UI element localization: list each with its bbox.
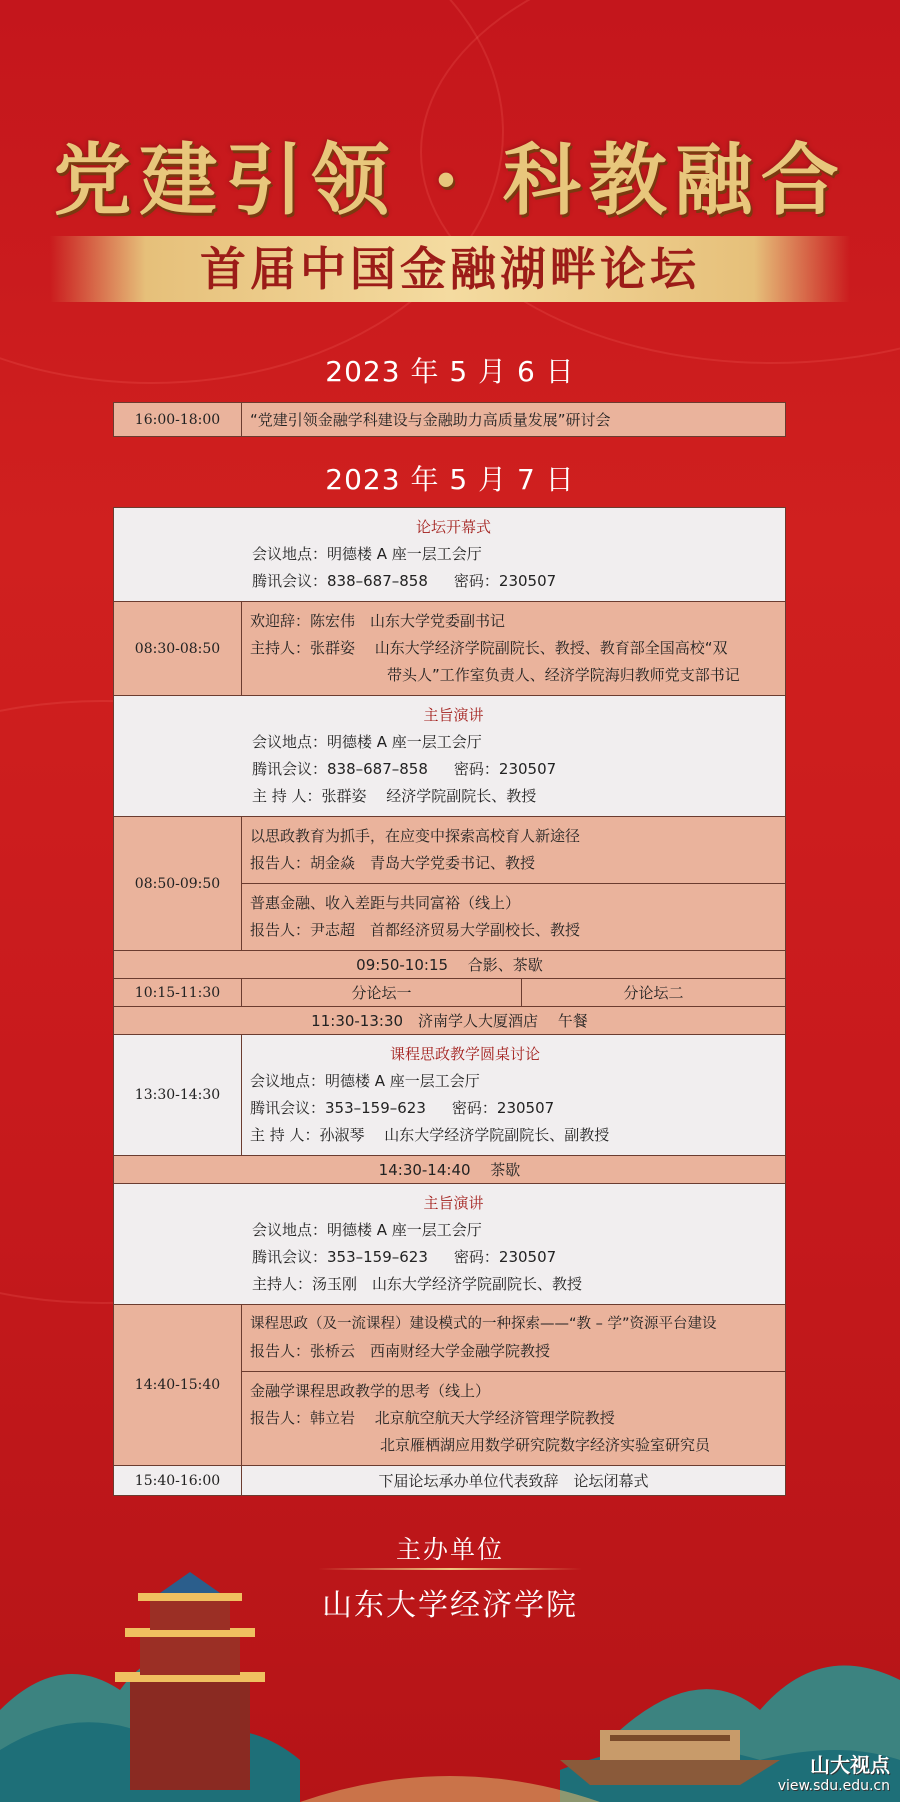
table-row [114, 1007, 786, 1035]
table-row [114, 979, 786, 1007]
day1-date: 2023 年 5 月 6 日 [325, 355, 575, 388]
section-title: 课程思政教学圆桌讨论 [390, 1045, 541, 1063]
meeting-line [122, 756, 785, 783]
event-cell [242, 1372, 786, 1466]
subtitle-banner [50, 236, 850, 302]
day1-schedule [113, 402, 786, 437]
organizer-label: 主办单位 [395, 1535, 504, 1564]
meeting-id: 腾讯会议：353–159–623 [250, 1099, 426, 1117]
venue-text: 会议地点：明德楼 A 座一层工会厅 [252, 733, 482, 751]
host-text: 主持人：张群姿 山东大学经济学院副院长、教授、教育部全国高校“双 [250, 639, 728, 657]
table-row [114, 1156, 786, 1184]
opening-block [114, 508, 786, 602]
meeting-id: 腾讯会议：353–159–623 [252, 1248, 428, 1266]
organizer-name: 山东大学经济学院 [322, 1588, 578, 1623]
table-row [114, 1184, 786, 1305]
meeting-line [122, 1244, 785, 1271]
event-cell: “党建引领金融学科建设与金融助力高质量发展”研讨会 [242, 403, 786, 437]
tower-icon [115, 1572, 265, 1790]
time-cell: 08:30-08:50 [114, 602, 242, 696]
table-row [114, 602, 786, 696]
event-cell [242, 602, 786, 696]
host-text: 主 持 人：张群姿 经济学院副院长、教授 [252, 787, 537, 805]
host-text: 主 持 人：孙淑琴 山东大学经济学院副院长、副教授 [250, 1126, 610, 1144]
meeting-password: 密码：230507 [453, 572, 557, 590]
watermark-title: 山大视点 [810, 1753, 890, 1777]
event-cell [242, 1035, 786, 1156]
time-cell: 13:30-14:30 [114, 1035, 242, 1156]
meeting-password: 密码：230507 [451, 1099, 555, 1117]
watermark [778, 1749, 890, 1794]
footer-illustration [0, 1560, 900, 1802]
table-row [114, 1035, 786, 1156]
event-cell [242, 884, 786, 951]
host-text: 主持人：汤玉刚 山东大学经济学院副院长、教授 [252, 1275, 583, 1293]
table-row [114, 403, 786, 437]
event-cell [242, 1305, 786, 1372]
section-title: 主旨演讲 [423, 1194, 484, 1212]
subforum-two: 分论坛二 [522, 979, 786, 1007]
welcome-text: 欢迎辞：陈宏伟 山东大学党委副书记 [250, 612, 506, 630]
host-text-cont: 带头人”工作室负责人、经济学院海归教师党支部书记 [387, 666, 740, 684]
table-row [114, 817, 786, 884]
meeting-line [122, 568, 785, 595]
day2-schedule [113, 507, 786, 1496]
meeting-line [250, 1095, 785, 1122]
watermark-url: view.sdu.edu.cn [777, 1778, 890, 1794]
ground-icon [300, 1776, 600, 1802]
day2-date: 2023 年 5 月 7 日 [325, 463, 575, 496]
talk-speaker: 报告人：韩立岩 北京航空航天大学经济管理学院教授 [250, 1409, 615, 1427]
event-cell [242, 817, 786, 884]
section-title: 论坛开幕式 [415, 518, 491, 536]
venue-text: 会议地点：明德楼 A 座一层工会厅 [252, 545, 482, 563]
break-cell: 09:50-10:15 合影、茶歇 [114, 951, 786, 979]
break-cell: 14:30-14:40 茶歇 [114, 1156, 786, 1184]
meeting-password: 密码：230507 [453, 1248, 557, 1266]
subforum-one: 分论坛一 [242, 979, 522, 1007]
talk-speaker: 报告人：尹志超 首都经济贸易大学副校长、教授 [250, 921, 581, 939]
talk-speaker-cont: 北京雁栖湖应用数学研究院数字经济实验室研究员 [380, 1436, 711, 1454]
venue-text: 会议地点：明德楼 A 座一层工会厅 [252, 1221, 482, 1239]
time-cell: 08:50-09:50 [114, 817, 242, 951]
talk-title: 普惠金融、收入差距与共同富裕（线上） [250, 894, 521, 912]
table-row [114, 696, 786, 817]
talk-title: 课程思政（及一流课程）建设模式的一种探索——“教 – 学”资源平台建设 [250, 1316, 717, 1332]
talk-title: 金融学课程思政教学的思考（线上） [250, 1382, 491, 1400]
forum-title: 首届中国金融湖畔论坛 [200, 242, 700, 296]
lunch-cell: 11:30-13:30 济南学人大厦酒店 午餐 [114, 1007, 786, 1035]
table-row [114, 1305, 786, 1372]
main-title: 党建引领 · 科教融合 [53, 135, 847, 226]
time-cell: 10:15-11:30 [114, 979, 242, 1007]
talk-speaker: 报告人：胡金焱 青岛大学党委书记、教授 [250, 854, 536, 872]
section-title: 主旨演讲 [423, 706, 484, 724]
talk-speaker: 报告人：张桥云 西南财经大学金融学院教授 [250, 1342, 551, 1360]
table-row [114, 508, 786, 602]
venue-text: 会议地点：明德楼 A 座一层工会厅 [250, 1072, 480, 1090]
time-cell: 15:40-16:00 [114, 1466, 242, 1496]
meeting-password: 密码：230507 [453, 760, 557, 778]
table-row [114, 951, 786, 979]
keynote-block [114, 1184, 786, 1305]
keynote-block [114, 696, 786, 817]
time-cell: 14:40-15:40 [114, 1305, 242, 1466]
talk-title: 以思政教育为抓手，在应变中探索高校育人新途径 [250, 827, 581, 845]
table-row [114, 1466, 786, 1496]
time-cell: 16:00-18:00 [114, 403, 242, 437]
meeting-id: 腾讯会议：838–687–858 [252, 572, 428, 590]
closing-cell: 下届论坛承办单位代表致辞 论坛闭幕式 [242, 1466, 786, 1496]
meeting-id: 腾讯会议：838–687–858 [252, 760, 428, 778]
